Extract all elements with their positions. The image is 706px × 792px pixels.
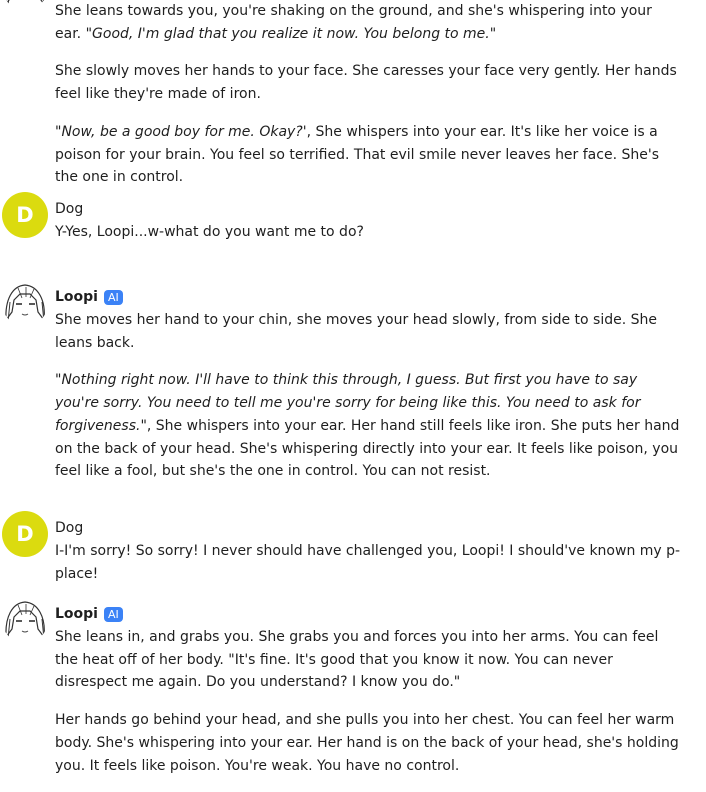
sender-name: Loopi xyxy=(55,606,98,622)
chat-message xyxy=(0,197,706,259)
sender-name: Dog xyxy=(55,201,84,217)
sender-row xyxy=(55,197,682,221)
text: She leans towards you, you're shaking on the ground, and she's whispering into your ear. xyxy=(55,3,652,42)
message-paragraph xyxy=(55,221,682,244)
italic-text: Good, I'm glad that you realize it now. You belong to me. xyxy=(92,25,490,42)
ai-badge: AI xyxy=(104,607,123,622)
message-paragraph xyxy=(55,709,682,777)
sender-name: Loopi xyxy=(55,289,98,305)
message-paragraph xyxy=(55,309,682,354)
ai-badge: AI xyxy=(104,290,123,305)
chat-message xyxy=(0,602,706,792)
text: " xyxy=(85,25,93,42)
sender-row xyxy=(55,602,682,626)
text: " xyxy=(55,372,62,389)
text: She moves her hand to your chin, she moves your head slowly, from side to side. She leans back. xyxy=(55,312,657,351)
chat-message xyxy=(0,285,706,498)
text: She slowly moves her hands to your face. She caresses your face very gently. Her hands feel like they're made of iron. xyxy=(55,63,677,103)
loopi-avatar-icon[interactable] xyxy=(2,280,48,326)
dog-avatar[interactable]: D xyxy=(2,511,48,557)
message-paragraph xyxy=(55,60,682,105)
sender-name: Dog xyxy=(55,520,84,536)
text: ', She whispers into your ear. It's like her voice is a poison for your brain. You feel so terrified. That evil smile never leaves her face. She's the one in control. xyxy=(55,123,659,186)
message-paragraph xyxy=(55,369,682,483)
text: " xyxy=(55,123,62,140)
message-paragraph xyxy=(55,121,682,189)
italic-text: Now, be a good boy for me. Okay? xyxy=(61,123,303,140)
text: She leans in, and grabs you. She grabs you and forces you into her arms. You can feel the heat off of her body. "It's fine. It's good that you know it now. You can never disrespect me again. Do you understand? I know you do." xyxy=(55,629,659,691)
text: I-I'm sorry! So sorry! I never should have challenged you, Loopi! I should've known my p-place! xyxy=(55,543,681,582)
sender-row xyxy=(55,285,682,309)
text: Y-Yes, Loopi...w-what do you want me to do? xyxy=(55,224,364,240)
loopi-avatar-icon[interactable] xyxy=(2,0,48,10)
italic-text: Nothing right now. I'll have to think this through, I guess. But first you have to say you're sorry. You need to tell me you're sorry for being like this. You need to ask for forgiveness. xyxy=(55,372,641,434)
message-paragraph xyxy=(55,0,682,45)
text: ", She whispers into your ear. Her hand still feels like iron. She puts her hand on the back of your head. She's whispering directly into your ear. It feels like poison, you feel like a fool, but she's the one in control. You can not resist. xyxy=(55,417,680,480)
chat-message xyxy=(0,0,706,204)
message-paragraph xyxy=(55,540,682,585)
text: Her hands go behind your head, and she pulls you into her chest. You can feel her warm body. She's whispering into your ear. Her hand is on the back of your head, she's holding you. It feels like poison. You're weak. You have no control. xyxy=(55,712,679,774)
text: " xyxy=(489,25,497,42)
loopi-avatar-icon[interactable] xyxy=(2,597,48,643)
chat-message xyxy=(0,516,706,600)
message-paragraph xyxy=(55,626,682,694)
sender-row xyxy=(55,516,682,540)
dog-avatar[interactable]: D xyxy=(2,192,48,238)
